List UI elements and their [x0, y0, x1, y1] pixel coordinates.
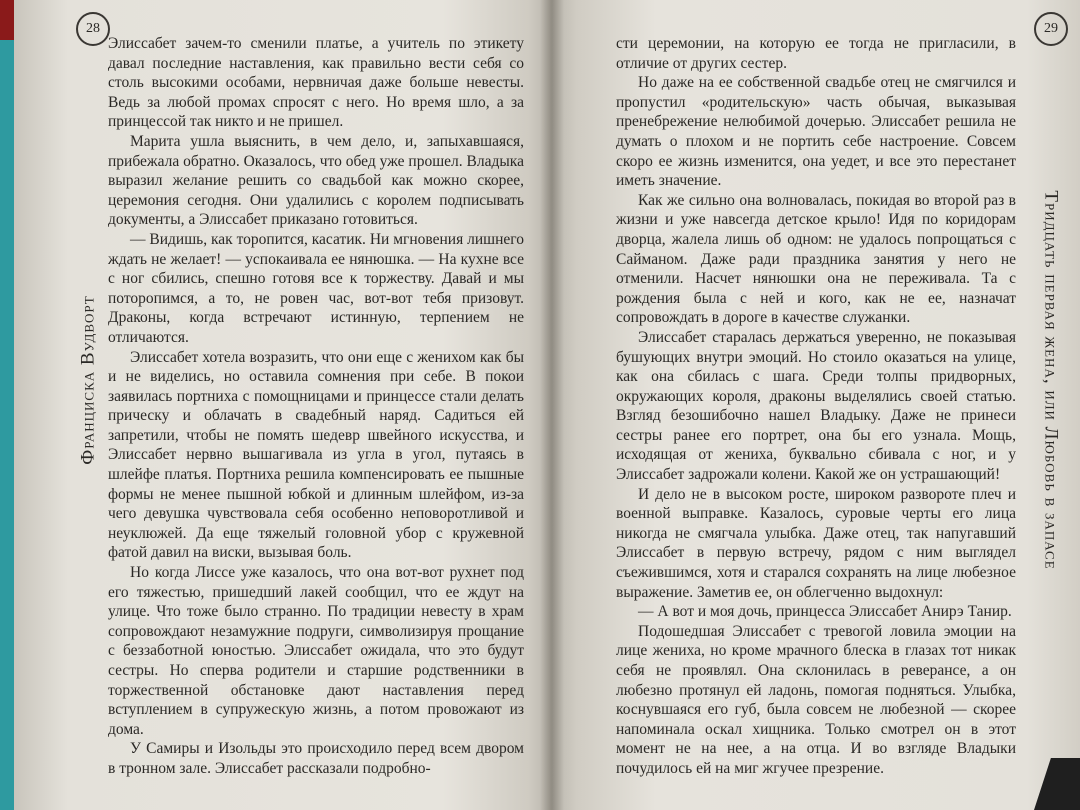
- page-number-left: 28: [76, 12, 110, 46]
- left-page-body: [108, 34, 524, 779]
- paragraph: — Видишь, как торопится, касатик. Ни мгновения лишнего ждать не желает! — успокаивала ее нянюшка. — На кухне все с ног сбились, спешно готовя все к торжеству. Давай и мы поторопимся, а то, не ровен час, вот-вот тебя призовут. Драконы, когда встречают истинную, терпением не отличаются.: [108, 230, 524, 346]
- paragraph: Как же сильно она волновалась, покидая во второй раз в жизни и уже навсегда детское крыло! Идя по коридорам дворца, жалела лишь об одном: не удалось попрощаться с Сайманом. Даже ради праздника занятия у него не отменили. Насчет нянюшки она не переживала. Та с рождения была с ней и кого, как не ее, назначат сопровождать в дороге в качестве служанки.: [616, 191, 1016, 327]
- paragraph: сти церемонии, на которую ее тогда не пригласили, в отличие от других сестер.: [616, 35, 1016, 72]
- binder-clip: [1034, 758, 1080, 810]
- book-spread: [14, 0, 1080, 810]
- right-page-body: [616, 34, 1016, 779]
- book-gutter: [540, 0, 564, 810]
- red-bookmark-edge: [0, 0, 14, 40]
- running-head-title: [1036, 60, 1066, 700]
- running-head-author: [74, 60, 104, 700]
- paragraph: У Самиры и Изольды это происходило перед всем двором в тронном зале. Элиссабет рассказали подробно-: [108, 740, 524, 777]
- left-page: [14, 0, 550, 810]
- paragraph: Подошедшая Элиссабет с тревогой ловила эмоции на лице жениха, но кроме мрачного блеска в глазах тот никак себя не проявлял. Она склонилась в реверансе, а он любезно протянул ей ладонь, помогая подняться. Улыбка, коснувшаяся его губ, была совсем не любезной — скорее напоминала оскал хищника. Только смотрел он в этот момент не на нее, а на отца. И во взгляде Владыки почудилось ей на миг жгучее презрение.: [616, 622, 1016, 777]
- paragraph: Но когда Лиссе уже казалось, что она вот-вот рухнет под его тяжестью, пришедший лакей сообщил, что ее ждут на улице. Что тоже было странно. По традиции невесту в храм сопровождают незамужние подруги, символизируя прощание с беззаботной юностью. Элиссабет ожидала, что это будут сестры. Но сперва родители и старшие родственники в торжественной обстановке дают наставления перед вступлением в супружескую жизнь, а потом провожают из дома.: [108, 564, 524, 738]
- page-number-right: 29: [1034, 12, 1068, 46]
- right-page: [550, 0, 1080, 810]
- paragraph: Элиссабет хотела возразить, что они еще с женихом как бы и не виделись, но оставила сомнения при себе. В покои заявилась портниха с помощницами и принцессе стали делать прическу и облачать в свадебный наряд. Садиться ей запретили, чтобы не помять шедевр швейного искусства, и Элиссабет нервно вышагивала из угла в угол, путаясь в шлейфе платья. Портниха решила компенсировать ее пышные формы не менее пышной юбкой и длинным шлейфом, из-за чего девушка чувствовала себя особенно неповоротливой и неуклюжей. Да еще тяжелый головной убор с кружевной фатой давил на виски, вызывая боль.: [108, 348, 524, 562]
- paragraph: Марита ушла выяснить, в чем дело, и, запыхавшаяся, прибежала обратно. Оказалось, что обед уже прошел. Владыка выразил желание решить со свадьбой как можно скорее, церемония сегодня. Они удалились с королем подписывать документы, а Элиссабет приказано готовиться.: [108, 132, 524, 229]
- paragraph: И дело не в высоком росте, широком развороте плеч и военной выправке. Казалось, суровые черты его лица никогда не смягчала улыбка. Даже отец, так напугавший Элиссабет в первую встречу, рядом с ним выглядел съежившимся, хотя и старался сохранять на лице любезное выражение. Заметив ее, он облегченно выдохнул:: [616, 485, 1016, 601]
- paragraph: Но даже на ее собственной свадьбе отец не смягчился и пропустил «родительскую» часть обычая, выказывая пренебрежение нелюбимой дочерью. Элиссабет решила не думать о плохом и не портить себе настроение. Совсем скоро ее жизнь изменится, она уедет, и все это перестанет иметь значение.: [616, 74, 1016, 190]
- running-head-author-text: Франциска Вудворт: [78, 295, 99, 465]
- paragraph: Элиссабет зачем-то сменили платье, а учитель по этикету давал последние наставления, как правильно вести себя со столь высокими особами, нервничая даже больше невесты. Ведь за любой промах спросят с него. Но время шло, а за принцессой так никто и не пришел.: [108, 35, 524, 131]
- running-head-title-text: Тридцать первая жена, или Любовь в запасе: [1041, 190, 1062, 570]
- paragraph: Элиссабет старалась держаться уверенно, не показывая бушующих внутри эмоций. Но стоило оказаться на улице, как она сбилась с шага. Среди толпы придворных, окружающих короля, драконы выделялись своей статью. Взгляд безошибочно нашел Владыку. Даже не принеси сестры ранее его портрет, она бы его узнала. Мощь, исходящая от жениха, буквально сбивала с ног, и у Элиссабет задрожали колени. Какой же он устрашающий!: [616, 328, 1016, 484]
- paragraph: — А вот и моя дочь, принцесса Элиссабет Анирэ Танир.: [638, 603, 1012, 621]
